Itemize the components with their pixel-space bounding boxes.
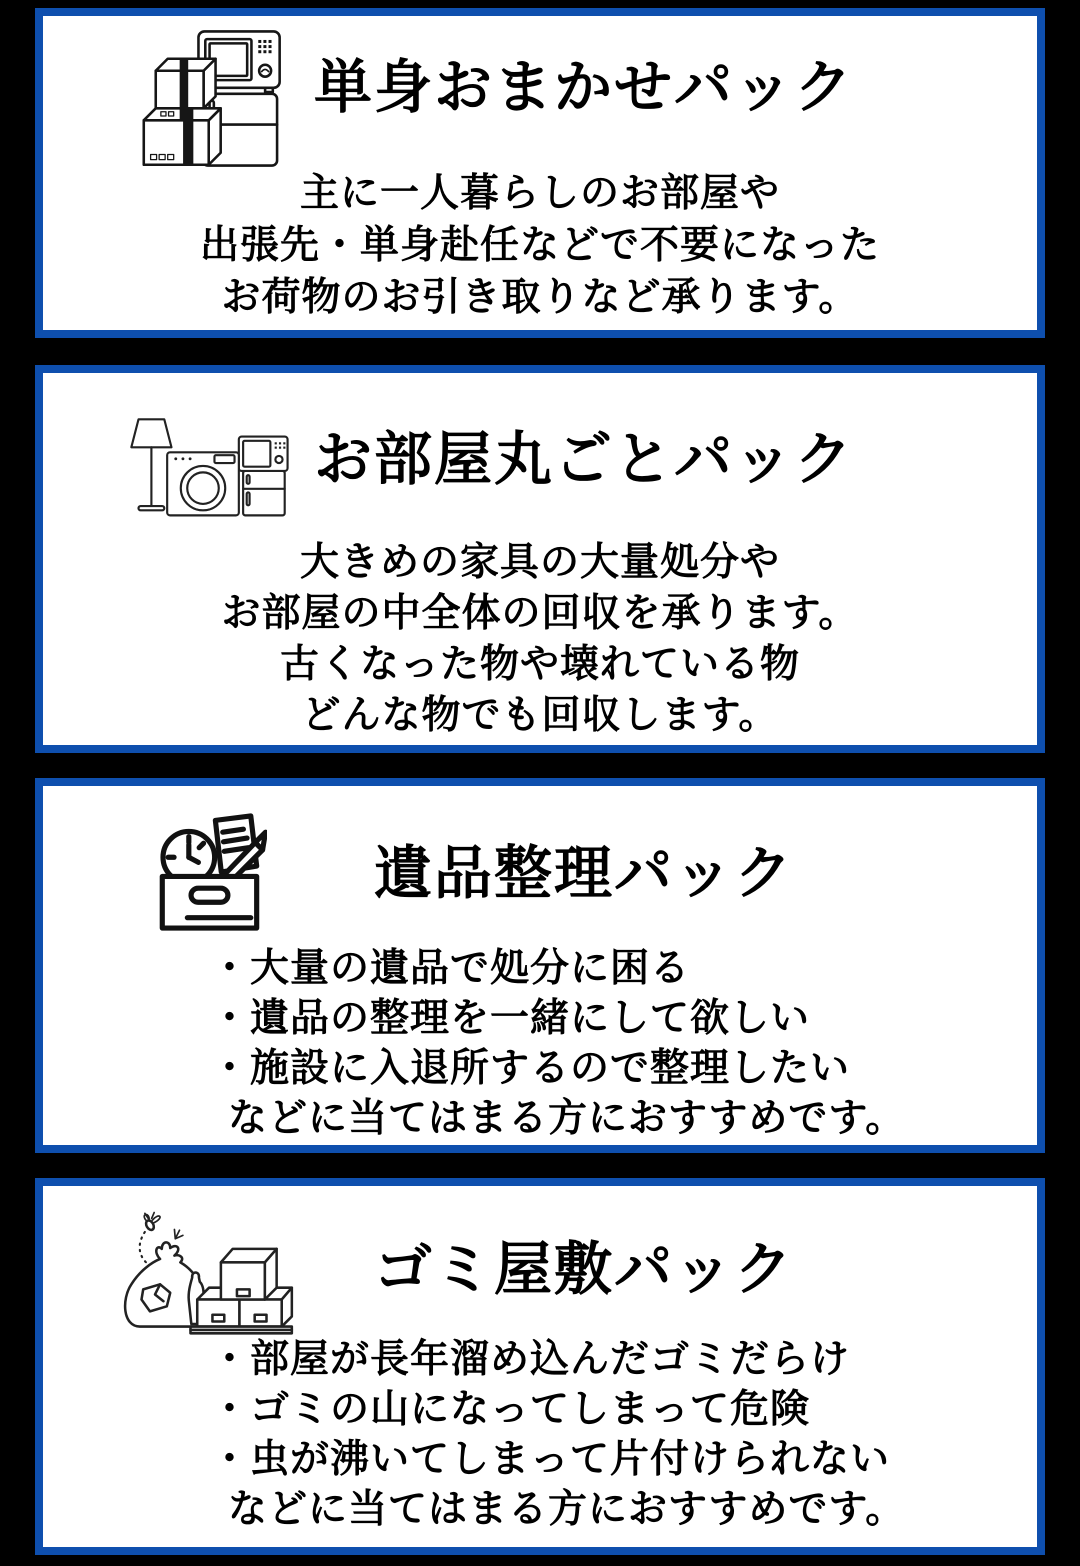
bullet-text: 大量の遺品で処分に困る — [250, 947, 691, 990]
description-line: どんな物でも回収します。 — [301, 694, 779, 737]
pack-bullet-list — [210, 1335, 1017, 1535]
card-estate-sorting-pack — [35, 778, 1045, 1153]
footer-text: などに当てはまる方におすすめです。 — [228, 1097, 906, 1140]
bullet-dot: ・ — [210, 997, 251, 1040]
bullet-dot: ・ — [210, 1338, 251, 1381]
list-footer — [228, 1094, 1017, 1144]
bullet-text: 虫が沸いてしまって片付けられない — [250, 1438, 891, 1481]
list-footer — [228, 1485, 1017, 1535]
footer-text: などに当てはまる方におすすめです。 — [228, 1488, 906, 1531]
description-line: お荷物のお引き取りなど承ります。 — [221, 276, 859, 319]
list-item — [210, 1044, 1017, 1094]
list-item — [210, 944, 1017, 994]
bullet-dot: ・ — [210, 1047, 251, 1090]
pack-title: 遺品整理パック — [373, 841, 794, 906]
pack-title: 単身おまかせパック — [313, 55, 854, 120]
pack-description — [43, 537, 1037, 741]
bullet-dot: ・ — [210, 947, 251, 990]
description-line: 主に一人暮らしのお部屋や — [299, 172, 780, 215]
description-line: 大きめの家具の大量処分や — [299, 541, 780, 584]
bullet-text: 施設に入退所するので整理したい — [250, 1047, 851, 1090]
pack-title: お部屋丸ごとパック — [313, 427, 854, 492]
description-line: 古くなった物や壊れている物 — [279, 643, 800, 686]
bullet-text: 部屋が長年溜め込んだゴミだらけ — [250, 1338, 851, 1381]
list-item — [210, 1435, 1017, 1485]
list-item — [210, 1385, 1017, 1435]
bullet-dot: ・ — [210, 1388, 251, 1431]
pack-title: ゴミ屋敷パック — [373, 1237, 794, 1302]
bullet-text: ゴミの山になってしまって危険 — [250, 1388, 811, 1431]
description-line: お部屋の中全体の回収を承ります。 — [221, 592, 859, 635]
bullet-dot: ・ — [210, 1438, 251, 1481]
card-garbage-house-pack — [35, 1178, 1045, 1555]
description-line: 出張先・単身赴任などで不要になった — [199, 224, 880, 267]
bullet-text: 遺品の整理を一緒にして欲しい — [250, 997, 811, 1040]
card-single-pack — [35, 8, 1045, 338]
list-item — [210, 1335, 1017, 1385]
list-item — [210, 994, 1017, 1044]
card-whole-room-pack — [35, 365, 1045, 753]
pack-description — [43, 168, 1037, 324]
pack-bullet-list — [210, 944, 1017, 1144]
